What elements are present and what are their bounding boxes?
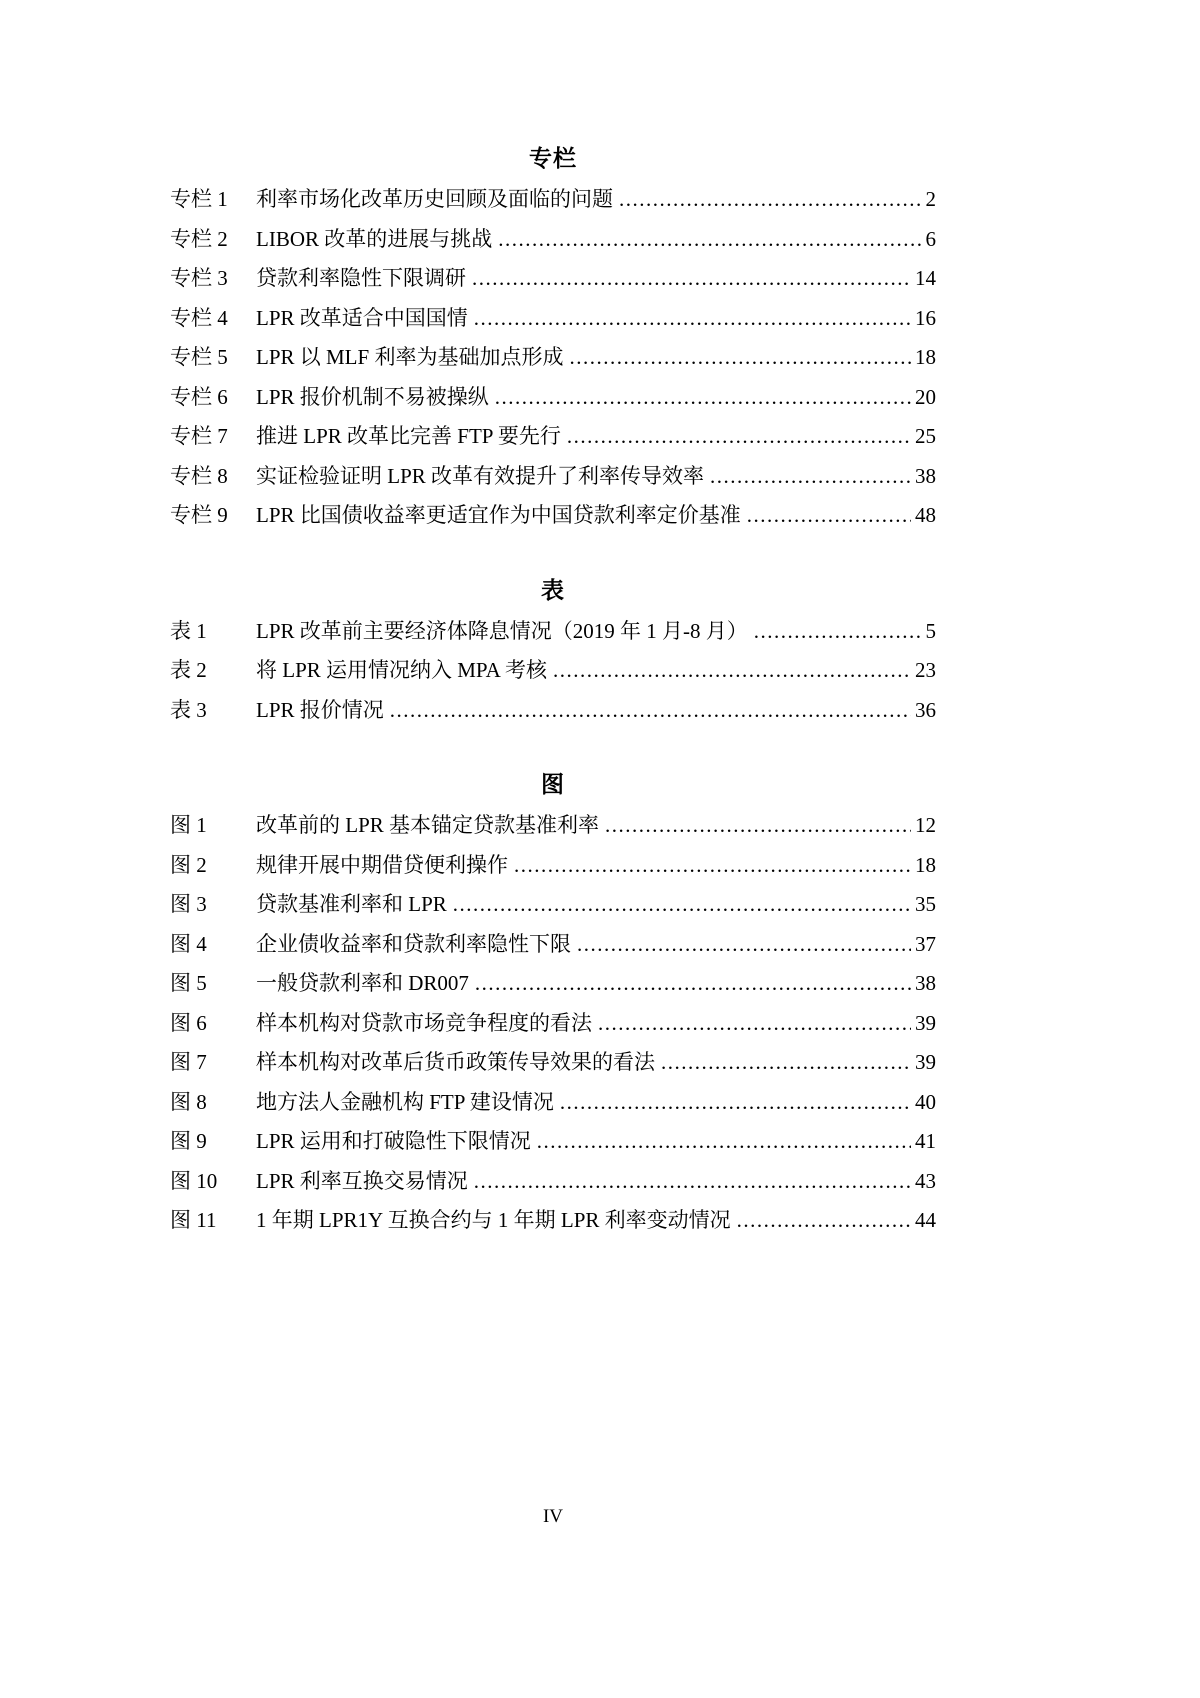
toc-entry-page-number: 38 [915,971,936,995]
toc-entry-title: 地方法人金融机构 FTP 建设情况 [256,1089,554,1114]
toc-leader-dots [472,259,911,299]
toc-entry-label: 图 4 [170,931,207,956]
toc-row [170,1162,936,1202]
toc-entry-page-number: 6 [925,226,936,251]
toc-entry-page-number: 35 [915,892,936,916]
toc-leader-dots [605,806,911,846]
toc-leader-dots [553,651,911,691]
toc-entry-label: 专栏 3 [170,266,228,290]
toc-leader-dots [661,1043,911,1083]
toc-entry-title: 贷款利率隐性下限调研 [256,266,466,290]
toc-entry-label: 图 5 [170,971,207,995]
toc-leader-dots [710,457,911,497]
toc-leader-dots [577,925,911,965]
toc-leader-dots [390,691,911,731]
toc-section-figures [170,770,936,1241]
toc-row [170,691,936,731]
toc-entry-page-number: 5 [925,618,936,643]
toc-entry-title: 利率市场化改革历史回顾及面临的问题 [256,187,613,211]
toc-entry-page-number: 39 [915,1050,936,1074]
toc-entry-page-number: 16 [915,305,936,330]
toc-entry-title: 推进 LPR 改革比完善 FTP 要先行 [256,424,561,448]
toc-entry-title: 样本机构对改革后货币政策传导效果的看法 [256,1050,655,1074]
toc-entry-title: 实证检验证明 LPR 改革有效提升了利率传导效率 [256,463,705,488]
toc-leader-dots [453,885,911,925]
toc-leader-dots [754,612,922,652]
toc-entry-label: 专栏 1 [170,187,228,211]
toc-entry-title: LPR 报价机制不易被操纵 [256,384,489,409]
toc-entry-title: 样本机构对贷款市场竞争程度的看法 [256,1010,592,1035]
toc-row [170,964,936,1004]
toc-entry-title: 规律开展中期借贷便利操作 [256,852,508,877]
toc-entry-label: 图 1 [170,813,207,837]
toc-leader-dots [747,496,911,536]
toc-entry-title: 贷款基准利率和 LPR [256,892,447,916]
toc-list-boxes [170,180,936,536]
section-heading-tables: 表 [541,577,565,603]
toc-entry-label: 图 2 [170,852,207,877]
table-of-contents [170,144,936,1241]
toc-entry-page-number: 25 [915,424,936,448]
toc-entry-label: 专栏 4 [170,305,228,330]
toc-entry-title: 企业债收益率和贷款利率隐性下限 [256,931,571,956]
toc-entry-label: 专栏 7 [170,424,228,448]
toc-entry-label: 图 6 [170,1010,207,1035]
toc-row [170,378,936,418]
toc-entry-label: 图 11 [170,1208,217,1232]
toc-entry-page-number: 37 [915,931,936,956]
page-footer [170,1505,936,1529]
toc-row [170,925,936,965]
toc-leader-dots [567,417,911,457]
toc-entry-label: 专栏 5 [170,345,228,369]
toc-entry-page-number: 38 [915,463,936,488]
toc-row [170,1004,936,1044]
toc-entry-page-number: 44 [915,1208,936,1232]
toc-list-tables [170,612,936,731]
toc-row [170,220,936,260]
toc-entry-label: 表 3 [170,697,207,722]
toc-entry-page-number: 23 [915,658,936,682]
toc-row [170,299,936,339]
toc-row [170,417,936,457]
toc-entry-title: LPR 以 MLF 利率为基础加点形成 [256,345,564,369]
toc-entry-page-number: 48 [915,503,936,527]
toc-section-tables [170,576,936,731]
toc-entry-label: 专栏 9 [170,503,228,527]
toc-leader-dots [560,1083,911,1123]
toc-entry-title: LPR 运用和打破隐性下限情况 [256,1129,531,1153]
toc-row [170,806,936,846]
toc-entry-label: 图 8 [170,1089,207,1114]
toc-leader-dots [495,378,911,418]
toc-entry-label: 专栏 6 [170,384,228,409]
toc-entry-page-number: 14 [915,266,936,290]
toc-entry-page-number: 39 [915,1010,936,1035]
toc-row [170,180,936,220]
toc-entry-title: 一般贷款利率和 DR007 [256,971,469,995]
toc-entry-title: LPR 比国债收益率更适宜作为中国贷款利率定价基准 [256,503,741,527]
toc-entry-title: 将 LPR 运用情况纳入 MPA 考核 [256,658,547,682]
toc-leader-dots [474,1162,911,1202]
toc-row [170,612,936,652]
toc-entry-page-number: 18 [915,852,936,877]
toc-row [170,457,936,497]
toc-entry-title: LPR 改革前主要经济体降息情况（2019 年 1 月-8 月） [256,618,748,643]
toc-entry-label: 图 3 [170,892,207,916]
toc-entry-page-number: 20 [915,384,936,409]
page-number: IV [542,1506,564,1527]
toc-row [170,1122,936,1162]
toc-entry-page-number: 41 [915,1129,936,1153]
toc-entry-title: LIBOR 改革的进展与挑战 [256,226,493,251]
toc-entry-title: 1 年期 LPR1Y 互换合约与 1 年期 LPR 利率变动情况 [256,1208,731,1232]
toc-entry-label: 专栏 8 [170,463,228,488]
toc-row [170,496,936,536]
toc-entry-title: 改革前的 LPR 基本锚定贷款基准利率 [256,813,600,837]
toc-entry-page-number: 12 [915,813,936,837]
toc-entry-label: 图 9 [170,1129,207,1153]
toc-row [170,846,936,886]
toc-entry-label: 表 2 [170,658,207,682]
toc-entry-page-number: 36 [915,697,936,722]
section-heading-figures: 图 [541,772,565,797]
toc-entry-label: 图 10 [170,1168,218,1193]
toc-leader-dots [537,1122,911,1162]
section-heading-boxes: 专栏 [529,146,577,171]
toc-leader-dots [619,180,922,220]
toc-section-boxes [170,144,936,536]
toc-leader-dots [514,846,911,886]
toc-entry-label: 图 7 [170,1050,207,1074]
toc-leader-dots [598,1004,911,1044]
toc-entry-page-number: 43 [915,1168,936,1193]
toc-row [170,259,936,299]
toc-leader-dots [475,964,911,1004]
toc-leader-dots [474,299,911,339]
toc-row [170,338,936,378]
toc-leader-dots [498,220,921,260]
toc-leader-dots [569,338,911,378]
toc-entry-page-number: 18 [915,345,936,369]
toc-row [170,1201,936,1241]
toc-row [170,1043,936,1083]
toc-entry-title: LPR 利率互换交易情况 [256,1168,468,1193]
toc-entry-title: LPR 改革适合中国国情 [256,305,468,330]
toc-row [170,651,936,691]
toc-list-figures [170,806,936,1241]
toc-entry-title: LPR 报价情况 [256,697,384,722]
toc-entry-page-number: 2 [925,187,936,211]
toc-leader-dots [737,1201,911,1241]
toc-row [170,1083,936,1123]
toc-entry-label: 专栏 2 [170,226,228,251]
toc-row [170,885,936,925]
toc-entry-page-number: 40 [915,1089,936,1114]
toc-entry-label: 表 1 [170,618,207,643]
